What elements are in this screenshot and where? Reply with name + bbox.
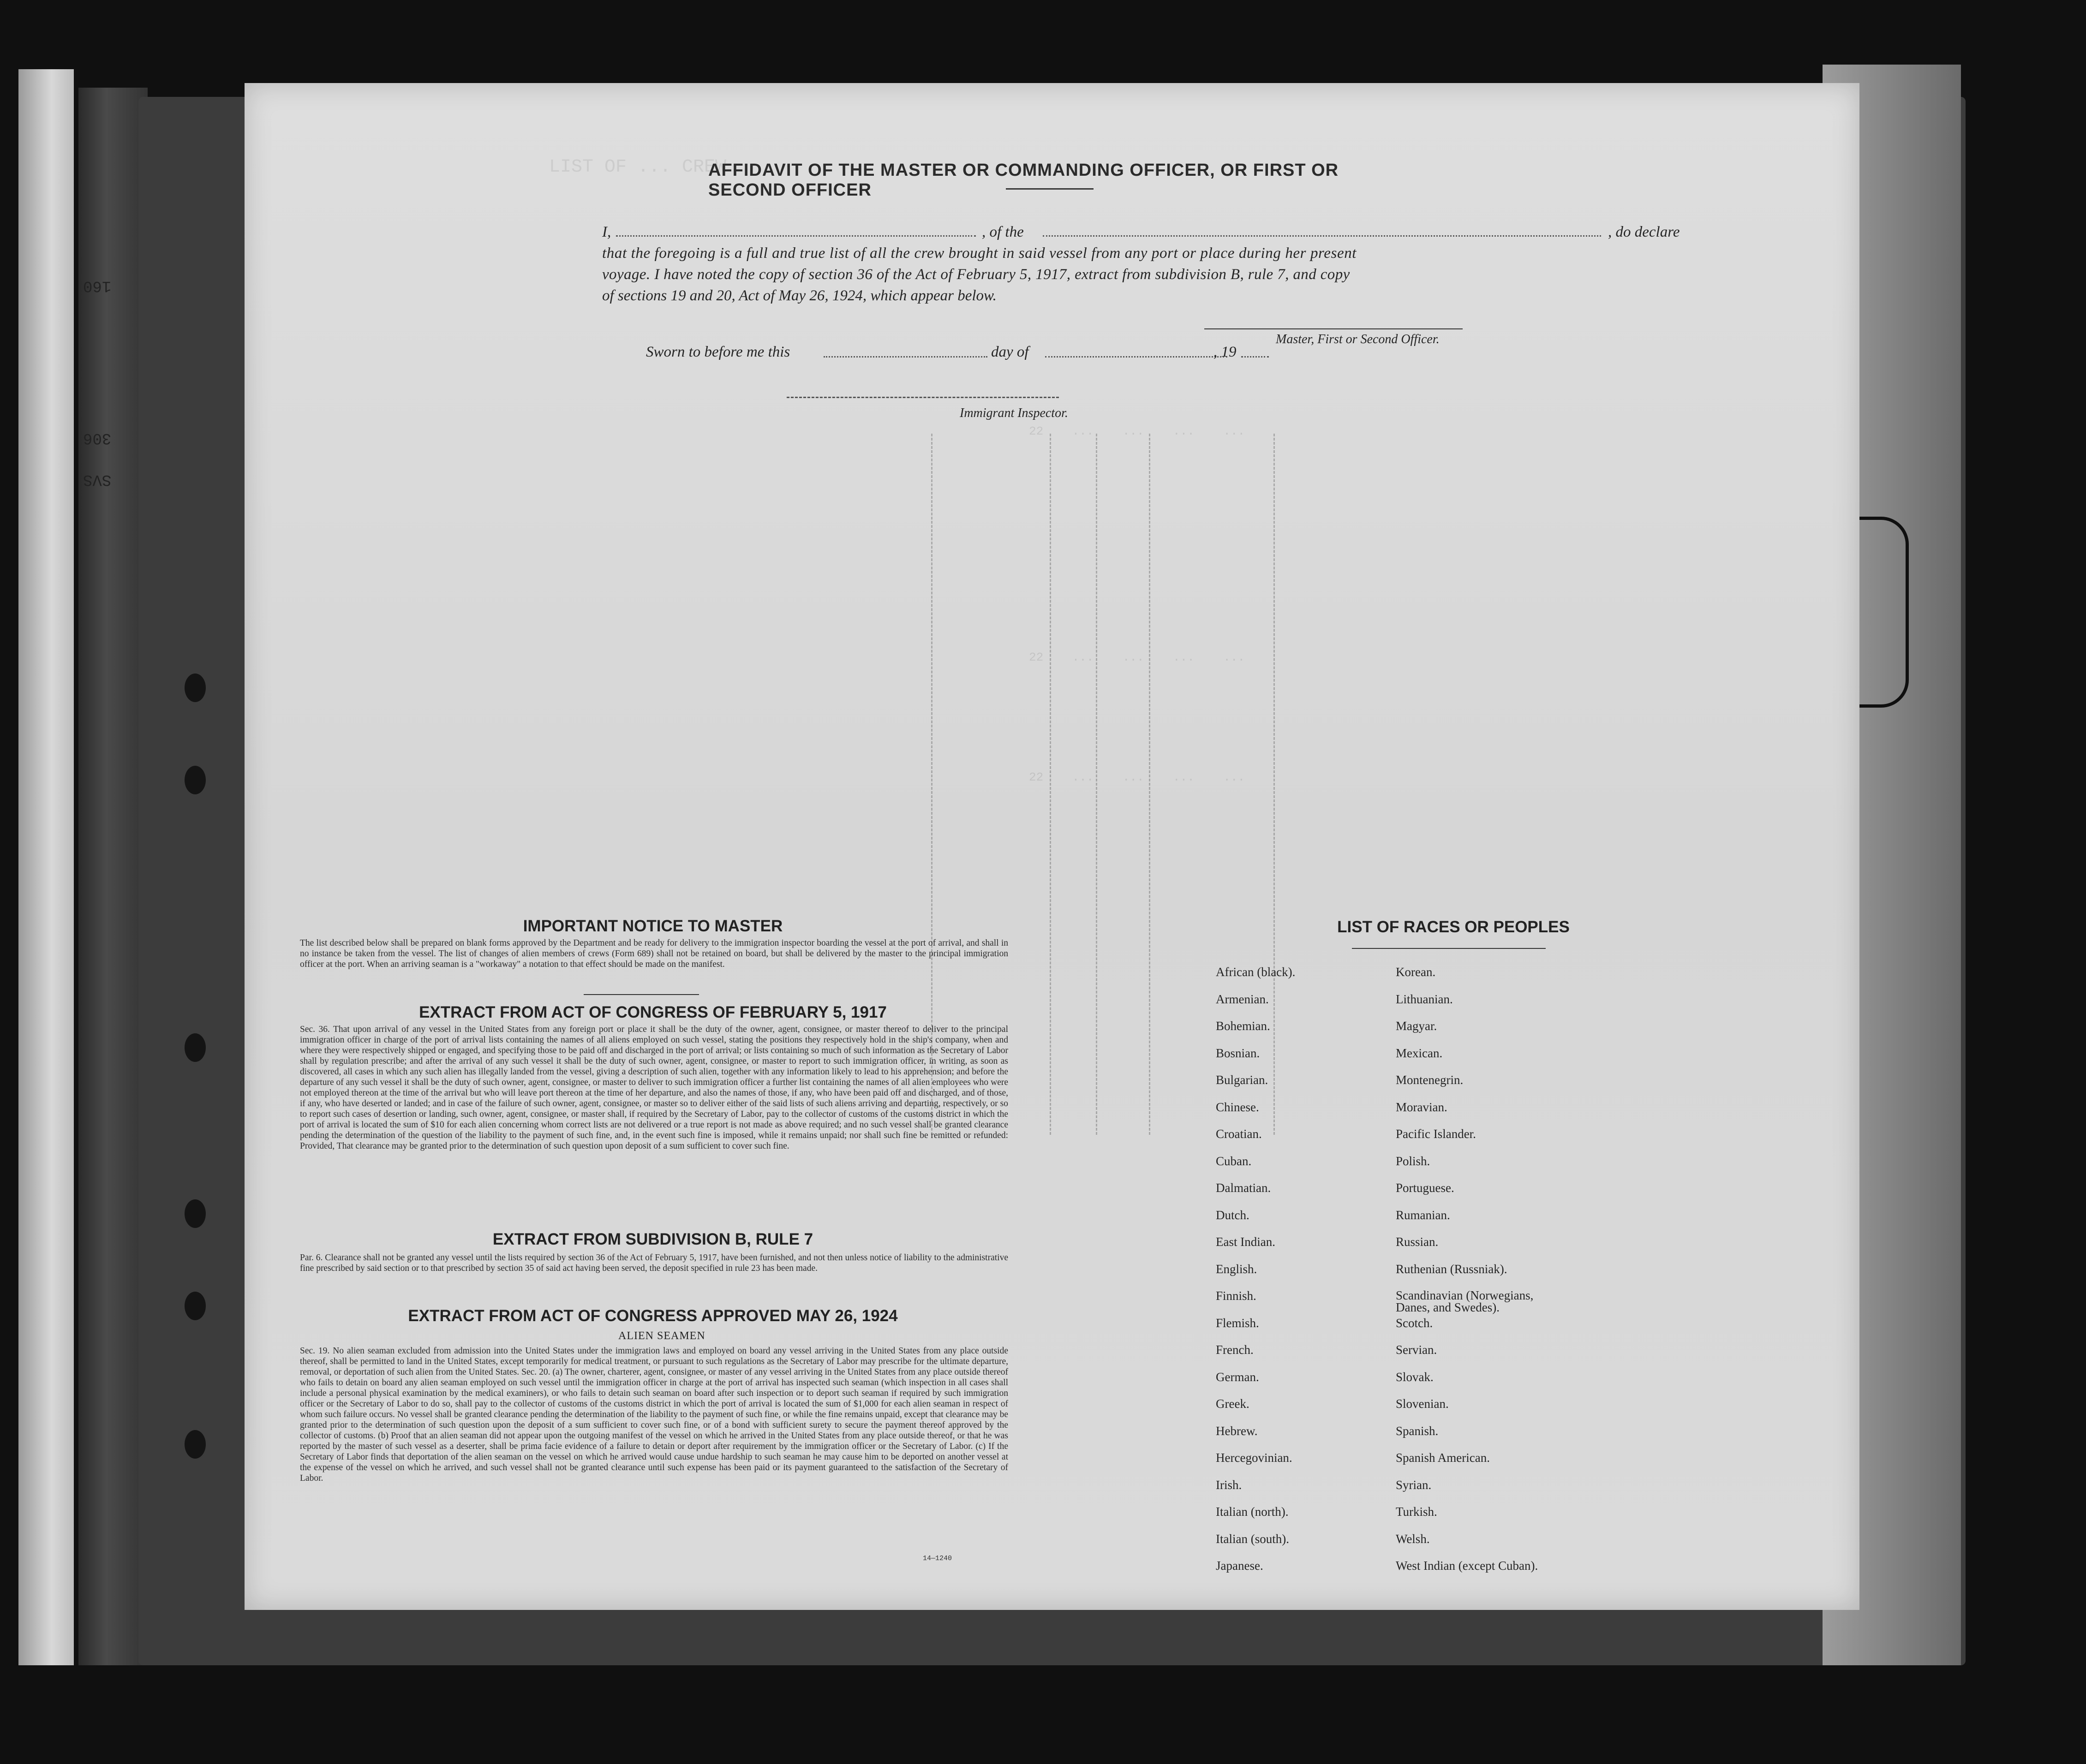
- background-strip: [18, 69, 74, 1665]
- punch-hole: [185, 1199, 206, 1228]
- race-item: Dalmatian.: [1216, 1181, 1271, 1195]
- race-item: Croatian.: [1216, 1127, 1262, 1141]
- alien-seamen-heading: ALIEN SEAMEN: [618, 1330, 705, 1342]
- race-item: Bulgarian.: [1216, 1073, 1268, 1087]
- master-signature-line: [1204, 328, 1463, 329]
- affidavit-of-the: , of the: [982, 224, 1024, 240]
- affidavit-line3: voyage. I have noted the copy of section 36 of the Act of February 5, 1917, extract from subdivision B, rule 7, and copy: [602, 266, 1350, 283]
- race-item: Turkish.: [1396, 1505, 1437, 1519]
- race-item: Mexican.: [1396, 1046, 1443, 1060]
- race-item: Scandinavian (Norwegians, Danes, and Swedes).: [1396, 1288, 1534, 1314]
- race-item: Welsh.: [1396, 1532, 1430, 1546]
- affidavit-i: I,: [602, 224, 611, 240]
- punch-hole: [185, 1033, 206, 1062]
- divider: [1352, 948, 1546, 949]
- faint-rule: [1096, 434, 1097, 1135]
- race-item: Armenian.: [1216, 992, 1269, 1006]
- race-item: Greek.: [1216, 1397, 1249, 1411]
- race-item: Moravian.: [1396, 1100, 1447, 1114]
- punch-hole: [185, 766, 206, 794]
- bleed-through: 22 ... ... ... ...: [1029, 770, 1245, 784]
- race-item: Hebrew.: [1216, 1424, 1258, 1438]
- inspector-signature-line: [787, 397, 1059, 398]
- notice-text: The list described below shall be prepared on blank forms approved by the Department and be ready for delivery to the immigration inspector boarding the vessel at the port of arrival, and shall in no instance be taken from the vessel. The list of changes of alien members of crews (Form 689) shall not be retained on board, but shall be delivered by the master to the principal immigration officer at the port. When an arriving seaman is a "workaway" a notation to that effect should be made on the manifest.: [300, 938, 1008, 969]
- race-item: East Indian.: [1216, 1235, 1275, 1249]
- affidavit-declare: , do declare: [1608, 224, 1680, 240]
- day-blank: [824, 356, 987, 358]
- affidavit-line2: that the foregoing is a full and true list of all the crew brought in said vessel from any port or place during her present: [602, 245, 1357, 262]
- rule7-text: Par. 6. Clearance shall not be granted any vessel until the lists required by section 36 of the Act of February 5, 1917, have been furnished, and not then unless notice of liability to the administrative fine prescribed by said section or to that prescribed by section 35 of said act having been served, the deposit specified in rule 23 has been made.: [300, 1253, 1008, 1273]
- day-of-text: day of: [991, 344, 1029, 360]
- name-blank: [616, 235, 976, 237]
- month-blank: [1045, 356, 1227, 358]
- punch-hole: [185, 673, 206, 702]
- race-item: Scotch.: [1396, 1316, 1433, 1330]
- divider: [1006, 188, 1094, 190]
- race-item: Irish.: [1216, 1478, 1242, 1492]
- divider: [584, 994, 699, 995]
- year-text: , 19: [1213, 344, 1237, 360]
- race-item: Russian.: [1396, 1235, 1439, 1249]
- bleed-through: 22 ... ... ... ...: [1029, 424, 1245, 438]
- rule7-title: EXTRACT FROM SUBDIVISION B, RULE 7: [492, 1230, 813, 1248]
- extract-1917-text: Sec. 36. That upon arrival of any vessel in the United States from any foreign port or place it shall be the duty of the owner, agent, consignee, or master thereof to deliver to the principal immigration officer in charge of the port of arrival lists containing the names of all aliens employed on such vessel, stating the positions they respectively hold in the ship's company, when and where they were respectively shipped or engaged, and specifying those to be paid off and discharged in the port of arrival; or lists containing so much of such information as the Secretary of Labor shall by regulation prescribe; and after the arrival of any such vessel it shall be the duty of such owner, agent, consignee, or master to report to such immigration officer, in writing, as soon as discovered, all cases in which any such alien has illegally landed from the vessel, giving a description of such alien, together with any information likely to lead to his apprehension; and before the departure of any such vessel it shall be the duty of such owner, agent, consignee, or master to deliver to such immigration officer a further list containing the names of all alien employees who were not employed thereon at the time of the arrival but who will leave port thereon at the time of her departure, and also the names of those, if any, who have been paid off and discharged, and of those, if any, who have deserted or landed; and in case of the failure of such owner, agent, consignee, or master so to deliver either of the said lists of such aliens arriving and departing, respectively, or so to report such cases of desertion or landing, such owner, agent, consignee, or master shall, if required by the Secretary of Labor, pay to the collector of customs of the customs district in which the port of arrival is located the sum of $10 for each alien concerning whom correct lists are not delivered or a true report is not made as above required; and no such vessel shall be granted clearance pending the determination of the question of the liability to the payment of such fine, and, in the event such fine is imposed, while it remains unpaid; nor shall such fine be remitted or refunded: Provided, That clearance may be granted prior to the determination of such question upon deposit of a sum sufficient to cover such fine.: [300, 1025, 1008, 1151]
- race-item: Pacific Islander.: [1396, 1127, 1476, 1141]
- race-item: Montenegrin.: [1396, 1073, 1464, 1087]
- race-item: Finnish.: [1216, 1289, 1256, 1303]
- race-item: Servian.: [1396, 1343, 1437, 1357]
- race-item: African (black).: [1216, 965, 1296, 979]
- inspector-label: Immigrant Inspector.: [960, 406, 1068, 420]
- race-item: Bohemian.: [1216, 1019, 1270, 1033]
- extract-1917-title: EXTRACT FROM ACT OF CONGRESS OF FEBRUARY 5, 1917: [419, 1003, 887, 1021]
- race-item: Japanese.: [1216, 1559, 1263, 1573]
- punch-hole: [185, 1430, 206, 1459]
- extract-1924-title: EXTRACT FROM ACT OF CONGRESS APPROVED MAY 26, 1924: [408, 1307, 898, 1325]
- races-column-2: [1396, 965, 1562, 1586]
- race-item: Italian (north).: [1216, 1505, 1289, 1519]
- race-item: Syrian.: [1396, 1478, 1432, 1492]
- race-item: English.: [1216, 1262, 1257, 1276]
- race-item: French.: [1216, 1343, 1254, 1357]
- race-item: West Indian (except Cuban).: [1396, 1559, 1538, 1573]
- race-item: Portuguese.: [1396, 1181, 1454, 1195]
- side-mark: 160: [83, 277, 112, 294]
- race-item: Hercegovinian.: [1216, 1451, 1292, 1465]
- race-item: Slovak.: [1396, 1370, 1434, 1384]
- faint-rule: [1149, 434, 1150, 1135]
- race-item: Italian (south).: [1216, 1532, 1289, 1546]
- race-item: Chinese.: [1216, 1100, 1259, 1114]
- race-item: Polish.: [1396, 1154, 1430, 1168]
- race-item: Ruthenian (Russniak).: [1396, 1262, 1507, 1276]
- affidavit-line4: of sections 19 and 20, Act of May 26, 1924, which appear below.: [602, 287, 997, 304]
- bleed-through: LIST OF ... CREW: [549, 157, 727, 178]
- race-item: Spanish American.: [1396, 1451, 1490, 1465]
- form-number: 14—1240: [923, 1555, 952, 1562]
- sworn-text: Sworn to before me this: [646, 344, 790, 360]
- vessel-blank: [1043, 235, 1601, 237]
- race-item: Lithuanian.: [1396, 992, 1453, 1006]
- race-item: Cuban.: [1216, 1154, 1252, 1168]
- notice-title: IMPORTANT NOTICE TO MASTER: [523, 917, 783, 935]
- races-title: LIST OF RACES OR PEOPLES: [1337, 918, 1570, 936]
- race-item: Spanish.: [1396, 1424, 1439, 1438]
- binder-edge: [78, 88, 148, 1665]
- race-item: Rumanian.: [1396, 1208, 1450, 1222]
- affidavit-title: AFFIDAVIT OF THE MASTER OR COMMANDING OFFICER, OR FIRST OR SECOND OFFICER: [708, 161, 1339, 200]
- race-item: Flemish.: [1216, 1316, 1259, 1330]
- punch-hole: [185, 1292, 206, 1320]
- race-item: Bosnian.: [1216, 1046, 1260, 1060]
- side-mark: SVS: [83, 471, 112, 488]
- side-mark: 306: [83, 429, 112, 447]
- faint-rule: [1050, 434, 1051, 1135]
- year-blank: [1241, 356, 1269, 358]
- race-item: Magyar.: [1396, 1019, 1437, 1033]
- race-item: Dutch.: [1216, 1208, 1249, 1222]
- races-column-1: [1216, 965, 1295, 1586]
- race-item: Korean.: [1396, 965, 1436, 979]
- race-item: German.: [1216, 1370, 1259, 1384]
- master-label: Master, First or Second Officer.: [1276, 332, 1440, 346]
- bleed-through: 22 ... ... ... ...: [1029, 650, 1245, 664]
- extract-1924-text: Sec. 19. No alien seaman excluded from admission into the United States under the immigration laws and employed on board any vessel arriving in the United States from any place outside thereof, shall be permitted to land in the United States, except temporarily for medical treatment, or pursuant to such regulations as the Secretary of Labor may prescribe for the ultimate departure, removal, or deportation of such alien from the United States. Sec. 20. (a) The owner, charterer, agent, consignee, or master of any vessel arriving in the United States from any place outside thereof who fails to detain on board any alien seaman employed on such vessel until the immigration officer in charge at the port of arrival has inspected such seaman (which inspection in all cases shall include a personal physical examination by the medical examiners), or who fails to detain such seaman on board after such inspection or to deport such seaman if required by such immigration officer or the Secretary of Labor to do so, shall pay to the collector of customs of the customs district in which the port of arrival is located the sum of $1,000 for each alien seaman in respect of whom such failure occurs. No vessel shall be granted clearance pending the determination of the liability to the payment of such fine, or while the fine remains unpaid, except that clearance may be granted prior to the determination of such question upon the deposit of a sum sufficient to cover such fine, or of a bond with sufficient surety to secure the payment thereof approved by the collector of customs. (b) Proof that an alien seaman did not appear upon the outgoing manifest of the vessel on which he arrived in the United States from any place outside thereof, or that he was reported by the master of such vessel as a deserter, shall be prima facie evidence of a failure to detain or deport after requirement by the immigration officer or the Secretary of Labor. (c) If the Secretary of Labor finds that deportation of the alien seaman on the vessel on which he arrived would cause undue hardship to such seaman he may cause him to be deported on another vessel at the expense of the vessel on which he arrived, and such vessel shall not be granted clearance until such expense has been paid or its payment guaranteed to the satisfaction of the Secretary of Labor.: [300, 1346, 1008, 1483]
- document-page: [245, 83, 1859, 1610]
- race-item: Slovenian.: [1396, 1397, 1449, 1411]
